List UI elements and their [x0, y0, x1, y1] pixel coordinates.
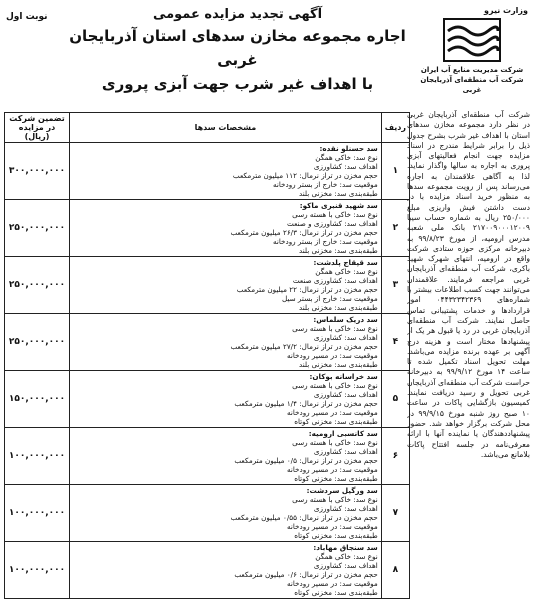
table-row	[5, 371, 410, 428]
dam-purpose: اهداف سد: کشاورزی	[313, 333, 378, 342]
table-row	[5, 428, 410, 485]
row-number: ۵	[381, 371, 409, 428]
dam-specs	[70, 428, 382, 485]
header-row-number: ردیف	[381, 113, 409, 143]
header-dam-specs: مشخصات سدها	[70, 113, 382, 143]
guarantee-amount: ۱۰۰,۰۰۰,۰۰۰	[5, 428, 70, 485]
dam-specs	[70, 143, 382, 200]
dam-type: نوع سد: خاکی همگن	[315, 153, 378, 162]
company-name: شرکت آب منطقه‌ای آذربایجان غربی	[420, 76, 524, 94]
water-wave-icon	[442, 17, 502, 63]
dam-name: سد شهید قنبری ماکو:	[299, 201, 378, 210]
dam-volume: حجم مخزن در تراز نرمال: ۱۱۲ میلیون مترمکعب	[232, 171, 378, 180]
dam-class: طبقه‌بندی سد: مخزنی بلند	[298, 246, 378, 255]
dam-location: موقعیت سد: در مسیر رودخانه	[287, 351, 378, 360]
notice-subtitle: اجاره مجموعه مخازن سدهای استان آذربایجان غربی	[69, 27, 406, 69]
dam-purpose: اهداف سد: کشاورزی صنعت	[292, 276, 378, 285]
dam-location: موقعیت سد: در مسیر رودخانه	[287, 408, 378, 417]
dam-location: موقعیت سد: در مسیر رودخانه	[287, 465, 378, 474]
dam-purpose: اهداف سد: کشاورزی	[313, 162, 378, 171]
dam-type: نوع سد: خاکی همگن	[315, 267, 378, 276]
dam-location: موقعیت سد: خارج از بستر رودخانه	[273, 237, 378, 246]
dam-volume: حجم مخزن در تراز نرمال: ۱/۴ میلیون مترمکعب	[234, 399, 378, 408]
dam-specs	[70, 542, 382, 599]
row-number: ۶	[381, 428, 409, 485]
dam-volume: حجم مخزن در تراز نرمال: ۰/۵ میلیون مترمکعب	[234, 456, 378, 465]
dam-volume: حجم مخزن در تراز نرمال: ۰/۵۵ میلیون مترمکعب	[230, 513, 378, 522]
dam-volume: حجم مخزن در تراز نرمال: ۲۲ میلیون مترمکعب	[236, 285, 378, 294]
dam-type: نوع سد: خاکی با هسته رسی	[292, 381, 378, 390]
company-logo	[416, 6, 528, 96]
notice-body-text: شرکت آب منطقه‌ای آذربایجان غربی در نظر دارد مجموعه مخازن سدهای استان با اهداف غیر شرب بشرح جدول ذیل را برابر شرایط مندرج در اسناد مزایده جهت انجام فعالیتهای آبزی پروری به اجاره به سالها واگذار نماید. لذا به آگاهی علاقمندان به اجاره می‌رساند پس از رویت مجموعه سدها به منظور خرید اسناد مزایده با در دست داشتن فیش واریزی مبلغ ۲۵۰/۰۰۰ ریال به شماره حساب سیبا ۲۱۷۰۰۹۰۰۰۱۲۰۰۹ بانک ملی شعبه مدرس ارومیه، از مورخ ۹۹/۸/۲۳ به دبیرخانه مرکزی حوزه ستادی شرکت واقع در ارومیه، انتهای شهرک شهید باکری، شرکت آب منطقه‌ای آذربایجان غربی مراجعه فرمایند. علاقمندان می‌توانند جهت کسب اطلاعات بیشتر با شماره‌های ۰۴۴۳۲۳۴۲۳۶۹ امور قراردادها و خدمات پشتیبانی تماس حاصل نمایند. شرکت آب منطقه‌ای آذربایجان غربی در رد یا قبول هر یک از پیشنهادها مختار است و هزینه درج آگهی بر عهده برنده مزایده می‌باشد. مهلت تحویل اسناد تکمیل شده تا ساعت ۱۴ مورخ ۹۹/۹/۱۲ به دبیرخانه حراست شرکت آب منطقه‌ای آذربایجان غربی تحویل و رسید دریافت نمایند. کمیسیون بازگشایی پاکات در ساعت ۱۰ صبح روز شنبه مورخ ۹۹/۹/۱۵ در محل شرکت برگزار خواهد شد. حضور پیشنهاددهندگان یا نماینده آنها با ارائه معرفی‌نامه در جلسه افتتاح پاکات بلامانع می‌باشد.	[407, 110, 530, 459]
row-number: ۳	[381, 257, 409, 314]
dam-class: طبقه‌بندی سد: مخزنی کوتاه	[294, 474, 378, 483]
dam-location: موقعیت سد: در مسیر رودخانه	[287, 522, 378, 531]
dam-class: طبقه‌بندی سد: مخزنی بلند	[298, 189, 378, 198]
ministry-name: وزارت نیرو	[484, 6, 528, 15]
dam-class: طبقه‌بندی سد: مخزنی کوتاه	[294, 588, 378, 597]
dams-table	[4, 112, 410, 599]
guarantee-amount: ۳۰۰,۰۰۰,۰۰۰	[5, 143, 70, 200]
guarantee-amount: ۲۵۰,۰۰۰,۰۰۰	[5, 257, 70, 314]
dam-purpose: اهداف سد: کشاورزی	[313, 504, 378, 513]
round-label: نوبت اول	[6, 12, 48, 22]
dam-name: سد حسنلو نقده:	[319, 144, 378, 153]
dam-name: سد ورگیل سردشت:	[306, 486, 378, 495]
dam-specs	[70, 257, 382, 314]
dam-specs	[70, 485, 382, 542]
dam-name: سد دریک سلماس:	[313, 315, 378, 324]
dam-purpose: اهداف سد: کشاورزی	[313, 447, 378, 456]
dam-volume: حجم مخزن در تراز نرمال: ۲۷/۲ میلیون مترمکعب	[230, 342, 378, 351]
row-number: ۷	[381, 485, 409, 542]
dam-class: طبقه‌بندی سد: مخزنی بلند	[298, 360, 378, 369]
dam-purpose: اهداف سد: کشاورزی و صنعت	[287, 219, 378, 228]
header-guarantee: تضمین شرکت در مزایده (ریال)	[5, 113, 70, 143]
dam-specs	[70, 200, 382, 257]
parent-company-name: شرکت مدیریت منابع آب ایران	[420, 66, 524, 74]
dam-purpose: اهداف سد: کشاورزی	[313, 561, 378, 570]
dam-location: موقعیت سد: خارج از بستر سیل	[282, 294, 378, 303]
row-number: ۲	[381, 200, 409, 257]
row-number: ۴	[381, 314, 409, 371]
dam-volume: حجم مخزن در تراز نرمال: ۰/۶ میلیون مترمکعب	[234, 570, 378, 579]
title-block	[60, 6, 415, 96]
dam-class: طبقه‌بندی سد: مخزنی کوتاه	[294, 417, 378, 426]
guarantee-amount: ۱۰۰,۰۰۰,۰۰۰	[5, 485, 70, 542]
guarantee-amount: ۲۵۰,۰۰۰,۰۰۰	[5, 200, 70, 257]
dam-specs	[70, 371, 382, 428]
table-row	[5, 200, 410, 257]
table-row	[5, 542, 410, 599]
table-row	[5, 485, 410, 542]
dam-class: طبقه‌بندی سد: مخزنی بلند	[298, 303, 378, 312]
table-row	[5, 143, 410, 200]
row-number: ۱	[381, 143, 409, 200]
guarantee-amount: ۱۵۰,۰۰۰,۰۰۰	[5, 371, 70, 428]
dam-type: نوع سد: خاکی با هسته رسی	[292, 438, 378, 447]
dam-type: نوع سد: خاکی با هسته رسی	[292, 210, 378, 219]
notice-header	[0, 0, 534, 108]
dam-type: نوع سد: خاکی با هسته رسی	[292, 495, 378, 504]
dam-name: سد کانسبی ارومیه:	[308, 429, 378, 438]
dam-name: سد خراسانه بوکان:	[309, 372, 378, 381]
dam-class: طبقه‌بندی سد: مخزنی کوتاه	[294, 531, 378, 540]
row-number: ۸	[381, 542, 409, 599]
table-header-row	[5, 113, 410, 143]
table-row	[5, 314, 410, 371]
dam-specs	[70, 314, 382, 371]
dam-type: نوع سد: خاکی با هسته رسی	[292, 324, 378, 333]
dam-location: موقعیت سد: در مسیر رودخانه	[287, 579, 378, 588]
dam-purpose: اهداف سد: کشاورزی	[313, 390, 378, 399]
dam-type: نوع سد: خاکی همگن	[315, 552, 378, 561]
dam-volume: حجم مخزن در تراز نرمال: ۲۶/۳ میلیون مترمکعب	[230, 228, 378, 237]
dam-location: موقعیت سد: خارج از بستر رودخانه	[273, 180, 378, 189]
notice-purpose: با اهداف غیر شرب جهت آبزی پروری	[101, 75, 374, 93]
guarantee-amount: ۲۵۰,۰۰۰,۰۰۰	[5, 314, 70, 371]
dam-name: سد قپقاج پلدشت:	[313, 258, 378, 267]
notice-title: آگهی تجدید مزایده عمومی	[152, 7, 323, 22]
guarantee-amount: ۱۰۰,۰۰۰,۰۰۰	[5, 542, 70, 599]
dam-name: سد سنجاق مهاباد:	[313, 543, 378, 552]
table-row	[5, 257, 410, 314]
